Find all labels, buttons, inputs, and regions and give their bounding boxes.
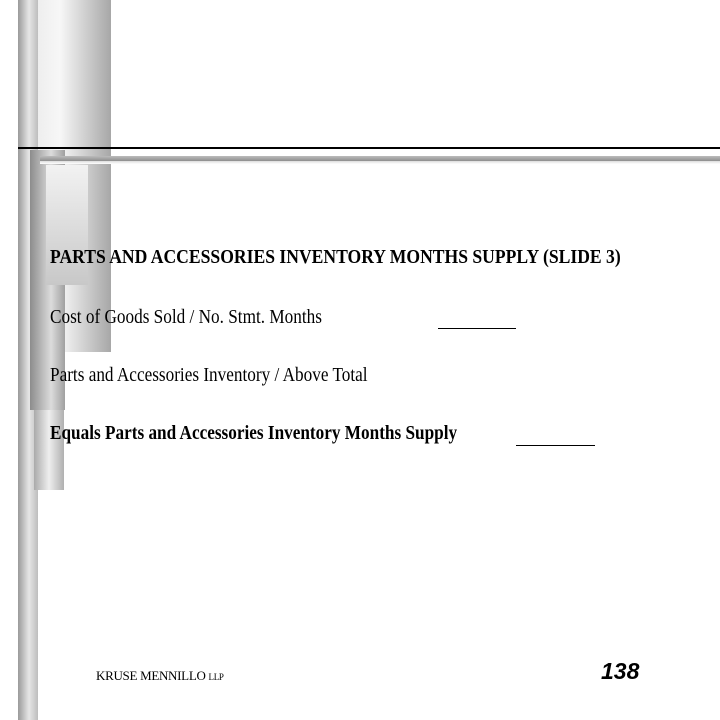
formula-line-cost-of-goods: Cost of Goods Sold / No. Stmt. Months [50, 306, 322, 328]
firm-name [96, 668, 224, 684]
divider-bar-shadow [40, 161, 720, 164]
formula-line-inventory: Parts and Accessories Inventory / Above Total [50, 364, 368, 386]
answer-blank-cost [438, 328, 516, 329]
divider-line [18, 147, 720, 149]
answer-blank-result [516, 445, 595, 446]
firm-name-text: KRUSE MENNILLO [96, 668, 206, 683]
page-number: 138 [601, 658, 640, 684]
slide-title: PARTS AND ACCESSORIES INVENTORY MONTHS SUPPLY (SLIDE 3) [50, 246, 621, 268]
firm-suffix: LLP [208, 672, 224, 682]
formula-line-result: Equals Parts and Accessories Inventory Months Supply [50, 422, 458, 444]
